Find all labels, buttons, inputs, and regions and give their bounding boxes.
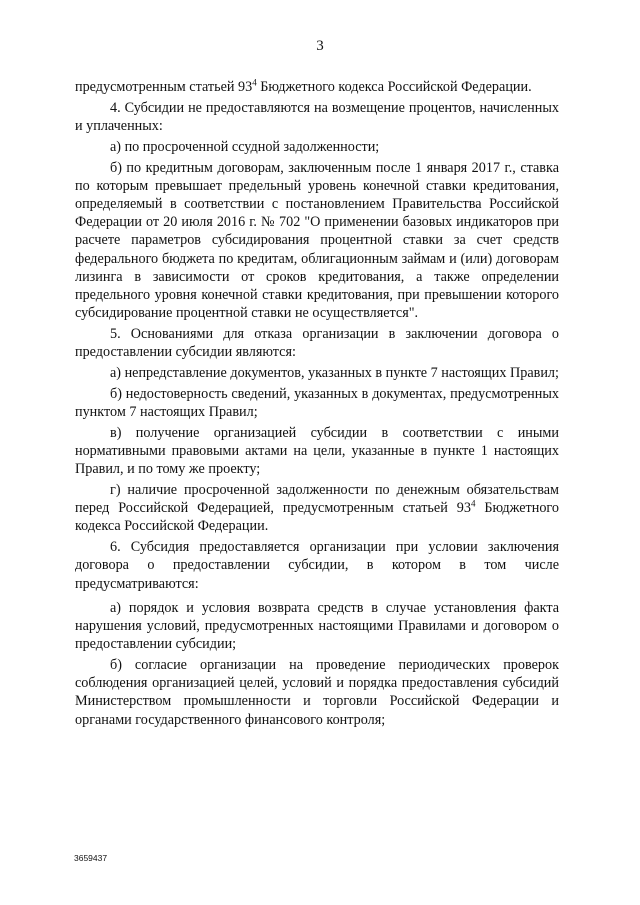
paragraph-item-6: 6. Субсидия предоставляется организации при условии заключения договора о предоставлении субсидии, в котором в том числе предусматриваются: xyxy=(75,539,559,592)
paragraph-item-4: 4. Субсидии не предоставляются на возмещение процентов, начисленных и уплаченных: xyxy=(75,99,559,134)
paragraph-item-6a: а) порядок и условия возврата средств в случае установления факта нарушения условий, предусмотренных настоящими Правилами и договором о предоставлении субсидии; xyxy=(75,599,559,653)
paragraph-item-5v: в) получение организацией субсидии в соответствии с иными нормативными правовыми актами на цели, указанные в пункте 1 настоящих Правил, и по тому же проекту; xyxy=(75,424,559,478)
paragraph-item-5g xyxy=(75,481,559,536)
paragraph-text: г) наличие просроченной задолженности по денежным обязательствам перед Российской Федерацией, предусмотренным статьей 93 xyxy=(75,482,559,517)
paragraph-item-5b: б) недостоверность сведений, указанных в документах, предусмотренных пунктом 7 настоящих Правил; xyxy=(75,385,559,421)
document-body xyxy=(75,78,559,731)
paragraph-text-tail: Бюджетного кодекса Российской Федерации. xyxy=(256,79,532,95)
paragraph-item-4b: б) по кредитным договорам, заключенным после 1 января 2017 г., ставка по которым превышает предельный уровень конечной ставки кредитования, определяемый в соответствии с постановлением Правительства Российской Федерации от 20 июля 2016 г. № 702 "О применении базовых индикаторов при расчете параметров субсидирования процентной ставки за счет средств федерального бюджета по кредитам, облигационным займам и (или) договорам лизинга в зависимости от сроков кредитования, а также определении предельного уровня конечной ставки кредитования, при превышении которого субсидирование процентной ставки не осуществляется". xyxy=(75,159,559,322)
paragraph-item-4a: а) по просроченной ссудной задолженности; xyxy=(110,138,380,155)
document-code: 3659437 xyxy=(74,853,108,863)
paragraph-text-tail: Бюджетного кодекса Российской Федерации. xyxy=(75,500,559,535)
paragraph-text: предусмотренным статьей 93 xyxy=(75,79,253,95)
paragraph-item-5: 5. Основаниями для отказа организации в заключении договора о предоставлении субсидии являются: xyxy=(75,326,559,361)
paragraph-continuation xyxy=(75,78,559,96)
paragraph-item-5a: а) непредставление документов, указанных в пункте 7 настоящих Правил; xyxy=(110,365,559,382)
paragraph-item-6b: б) согласие организации на проведение периодических проверок соблюдения организацией целей, условий и порядка предоставления субсидий Министерством промышленности и торговли Российской Федерации и органами государственного финансового контроля; xyxy=(75,657,559,728)
superscript: 4 xyxy=(470,498,476,509)
page-number: 3 xyxy=(316,38,324,54)
superscript: 4 xyxy=(252,77,257,88)
